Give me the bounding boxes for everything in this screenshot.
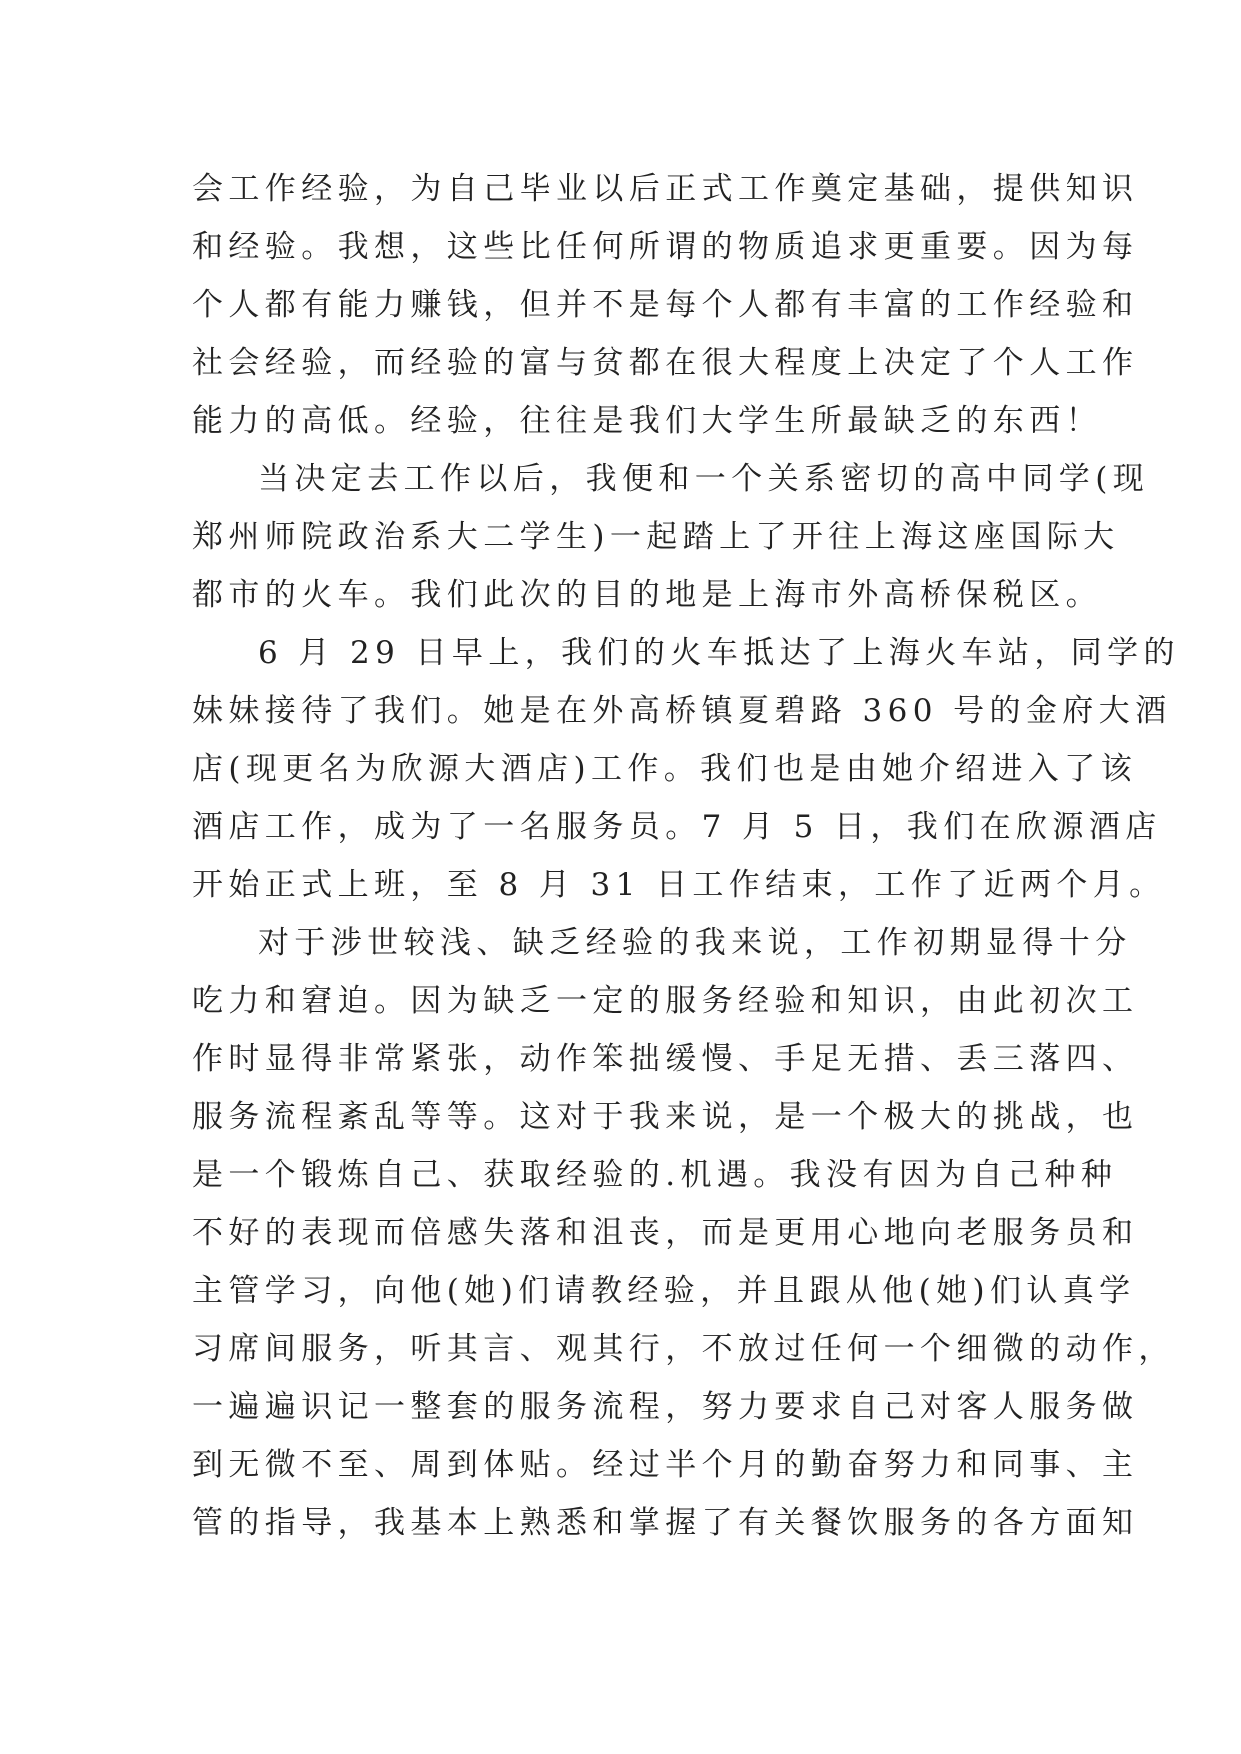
text-line-12: 酒店工作，成为了一名服务员。7 月 5 日，我们在欣源酒店 [192,809,1162,845]
text-line-18: 是一个锻炼自己、获取经验的.机遇。我没有因为自己种种 [192,1157,1118,1193]
text-line-10: 妹妹接待了我们。她是在外高桥镇夏碧路 360 号的金府大酒 [192,693,1172,729]
body-text [192,160,1180,1552]
text-line-22: 一遍遍识记一整套的服务流程，努力要求自己对客人服务做 [192,1389,1139,1425]
text-line-17: 服务流程紊乱等等。这对于我来说，是一个极大的挑战，也 [192,1099,1139,1135]
text-line-21: 习席间服务，听其言、观其行，不放过任何一个细微的动作， [192,1331,1175,1367]
paragraph-2-line-1: 当决定去工作以后，我便和一个关系密切的高中同学(现 [258,461,1150,497]
paragraph-4-line-1: 对于涉世较浅、缺乏经验的我来说，工作初期显得十分 [258,925,1132,961]
text-line-15: 吃力和窘迫。因为缺乏一定的服务经验和知识，由此初次工 [192,983,1139,1019]
text-line-5: 能力的高低。经验，往往是我们大学生所最缺乏的东西！ [192,403,1102,439]
text-line-23: 到无微不至、周到体贴。经过半个月的勤奋努力和同事、主 [192,1447,1139,1483]
text-line-24: 管的指导，我基本上熟悉和掌握了有关餐饮服务的各方面知 [192,1505,1139,1541]
text-line-8: 都市的火车。我们此次的目的地是上海市外高桥保税区。 [192,577,1102,613]
text-line-2: 和经验。我想，这些比任何所谓的物质追求更重要。因为每 [192,229,1139,265]
text-line-7: 郑州师院政治系大二学生)一起踏上了开往上海这座国际大 [192,519,1120,555]
text-line-16: 作时显得非常紧张，动作笨拙缓慢、手足无措、丢三落四、 [192,1041,1139,1077]
text-line-20: 主管学习，向他(她)们请教经验，并且跟从他(她)们认真学 [192,1273,1136,1309]
paragraph-3-line-1: 6 月 29 日早上，我们的火车抵达了上海火车站，同学的 [258,635,1180,671]
text-line-19: 不好的表现而倍感失落和沮丧，而是更用心地向老服务员和 [192,1215,1139,1251]
text-line-11: 店(现更名为欣源大酒店)工作。我们也是由她介绍进入了该 [192,751,1137,787]
text-line-13: 开始正式上班，至 8 月 31 日工作结束，工作了近两个月。 [192,867,1166,903]
text-line-1: 会工作经验，为自己毕业以后正式工作奠定基础，提供知识 [192,171,1139,207]
text-line-3: 个人都有能力赚钱，但并不是每个人都有丰富的工作经验和 [192,287,1139,323]
text-line-4: 社会经验，而经验的富与贫都在很大程度上决定了个人工作 [192,345,1139,381]
